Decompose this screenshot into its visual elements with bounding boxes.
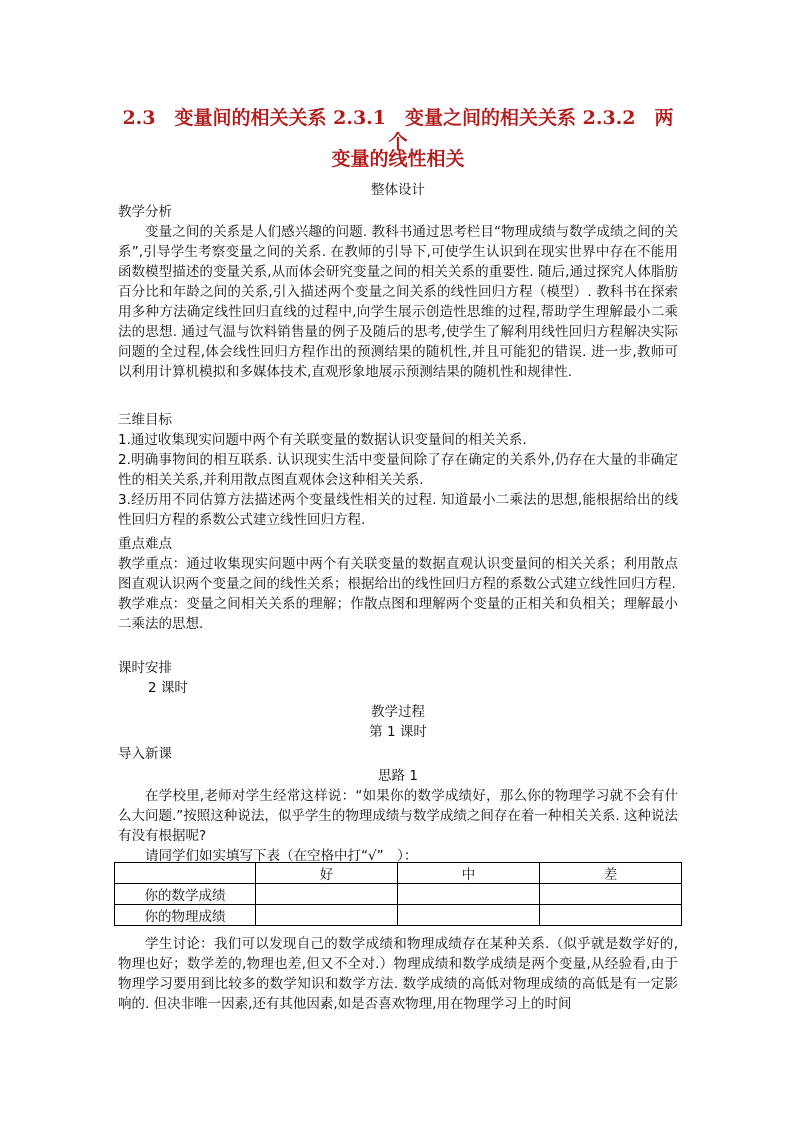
key-difficulty: 教学难点：变量之间相关关系的理解；作散点图和理解两个变量的正相关和负相关；理解最小二乘法的思想. — [118, 596, 678, 632]
discussion-section — [118, 934, 678, 1014]
idea-heading: 思路 1 — [378, 768, 418, 784]
table-header-cell: 好 — [256, 863, 398, 884]
row-label-math: 你的数学成绩 — [115, 884, 256, 905]
table-instruction: 请同学们如实填写下表（在空格中打“√” ）： — [145, 848, 418, 864]
objectives-section — [118, 410, 678, 530]
row-label-physics: 你的物理成绩 — [115, 905, 256, 926]
lesson-number: 第 1 课时 — [369, 724, 427, 740]
table-header-row — [115, 863, 682, 884]
analysis-heading: 教学分析 — [118, 204, 172, 220]
analysis-body: 变量之间的关系是人们感兴趣的问题. 教科书通过思考栏目“物理成绩与数学成绩之间的关系”,引导学生考察变量之间的关系. 在教师的引导下,可使学生认识到在现实世界中存在不能用函数模型描述的变量关系,从而体会研究变量之间的相关关系的重要性. 随后,通过探究人体脂肪百分比和年龄之间的关系,引入描述两个变量之间关系的线性回归方程（模型）. 教科书在探索用多种方法确定线性回归直线的过程中,向学生展示创造性思维的过程,帮助学生理解最小二乘法的思想. 通过气温与饮料销售量的例子及随后的思考,使学生了解利用线性回归方程解决实际问题的全过程,体会线性回归方程作出的预测结果的随机性,并且可能犯的错误. 进一步,教师可以利用计算机模拟和多媒体技术,直观形象地展示预测结果的随机性和规律性. — [118, 224, 678, 380]
objective-item-1: 1.通过收集现实问题中两个有关联变量的数据认识变量间的相关关系. — [118, 432, 527, 448]
schedule-value: 2 课时 — [148, 680, 188, 696]
table-cell[interactable] — [397, 905, 539, 926]
key-points-heading: 重点难点 — [118, 536, 172, 552]
table-cell[interactable] — [539, 884, 681, 905]
intro-paragraph: 在学校里,老师对学生经常这样说：“如果你的数学成绩好，那么你的物理学习就不会有什么大问题.”按照这种说法，似乎学生的物理成绩与数学成绩之间存在着一种相关关系. 这种说法有没有根据呢? — [118, 788, 678, 844]
table-cell[interactable] — [256, 884, 398, 905]
table-cell[interactable] — [539, 905, 681, 926]
table-header-cell: 差 — [539, 863, 681, 884]
table-header-cell — [115, 863, 256, 884]
key-focus: 教学重点：通过收集现实问题中两个有关联变量的数据直观认识变量间的相关关系；利用散点图直观认识两个变量之间的线性关系；根据给出的线性回归方程的系数公式建立线性回归方程. — [118, 556, 678, 592]
intro-heading: 导入新课 — [118, 746, 172, 762]
discussion-paragraph: 学生讨论：我们可以发现自己的数学成绩和物理成绩存在某种关系.（似乎就是数学好的,物理也好；数学差的,物理也差,但又不全对.）物理成绩和数学成绩是两个变量,从经验看,由于物理学习要用到比较多的数学知识和数学方法. 数学成绩的高低对物理成绩的高低是有一定影响的. 但决非唯一因素,还有其他因素,如是否喜欢物理,用在物理学习上的时间 — [118, 936, 678, 1012]
analysis-section — [118, 202, 678, 382]
title-line-1: 2.3 变量间的相关关系 2.3.1 变量之间的相关关系 2.3.2 两个 — [122, 107, 674, 153]
intro-section — [118, 786, 678, 866]
table-header-cell: 中 — [397, 863, 539, 884]
objectives-heading: 三维目标 — [118, 412, 172, 428]
schedule-section — [118, 658, 678, 698]
overall-design-heading: 整体设计 — [371, 182, 425, 198]
table-cell[interactable] — [256, 905, 398, 926]
objective-item-3: 3.经历用不同估算方法描述两个变量线性相关的过程. 知道最小二乘法的思想,能根据给出的线性回归方程的系数公式建立线性回归方程. — [118, 492, 678, 528]
table-cell[interactable] — [397, 884, 539, 905]
grade-table — [114, 862, 682, 926]
table-row — [115, 884, 682, 905]
key-points-section — [118, 534, 678, 634]
schedule-heading: 课时安排 — [118, 660, 172, 676]
table-row — [115, 905, 682, 926]
title-line-2: 变量的线性相关 — [331, 148, 465, 170]
process-heading: 教学过程 — [371, 704, 425, 720]
objective-item-2: 2.明确事物间的相互联系. 认识现实生活中变量间除了存在确定的关系外,仍存在大量的非确定性的相关关系,并利用散点图直观体会这种相关关系. — [118, 452, 678, 488]
